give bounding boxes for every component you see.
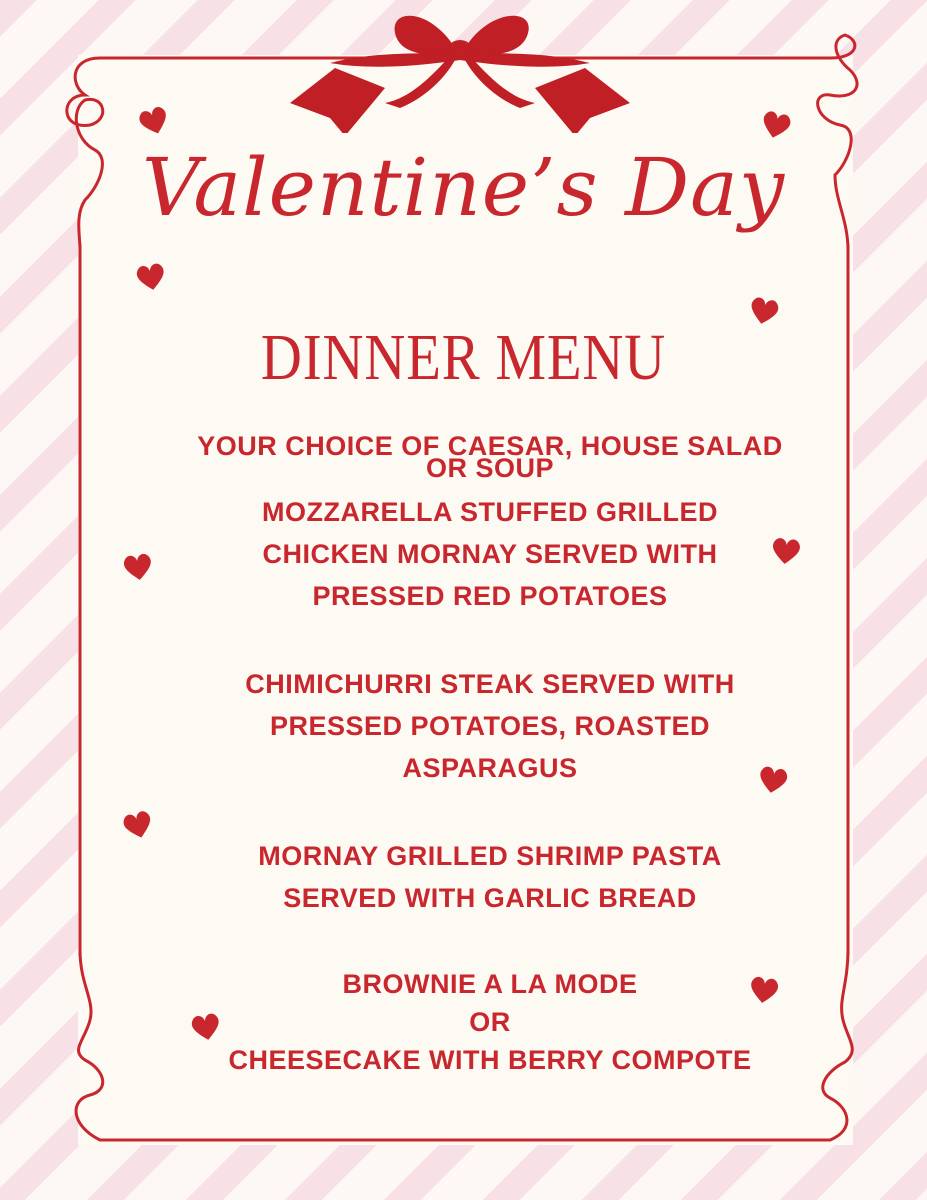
menu-item-line: OR SOUP xyxy=(425,453,555,483)
menu-item-line: CHEESECAKE WITH BERRY COMPOTE xyxy=(228,1045,752,1075)
menu-item-line: BROWNIE A LA MODE xyxy=(342,969,638,999)
menu-item-line: OR xyxy=(469,1007,511,1037)
menu-item-line: MOZZARELLA STUFFED GRILLED xyxy=(262,497,718,527)
menu-item-line: PRESSED RED POTATOES xyxy=(312,581,668,611)
menu-item-salad xyxy=(110,428,870,486)
menu-item-line: CHIMICHURRI STEAK SERVED WITH xyxy=(245,669,735,699)
menu-item-line: SERVED WITH GARLIC BREAD xyxy=(283,883,697,913)
menu-item-chicken xyxy=(110,494,870,614)
menu-item-shrimp xyxy=(110,838,870,916)
menu-item-steak xyxy=(110,666,870,786)
menu-item-line: PRESSED POTATOES, ROASTED xyxy=(269,711,711,741)
menu-item-line: YOUR CHOICE OF CAESAR, HOUSE SALAD xyxy=(197,431,783,461)
ribbon-bow-icon xyxy=(290,8,630,133)
page-subtitle: DINNER MENU xyxy=(260,321,667,394)
menu-item-line: MORNAY GRILLED SHRIMP PASTA xyxy=(258,841,722,871)
menu-item-line: CHICKEN MORNAY SERVED WITH xyxy=(262,539,718,569)
menu-item-line: ASPARAGUS xyxy=(402,753,578,783)
heart-icon xyxy=(133,259,170,294)
menu-item-dessert xyxy=(110,966,870,1078)
flourish-icon xyxy=(76,950,103,1140)
page-title: Valentine’s Day xyxy=(141,141,786,234)
